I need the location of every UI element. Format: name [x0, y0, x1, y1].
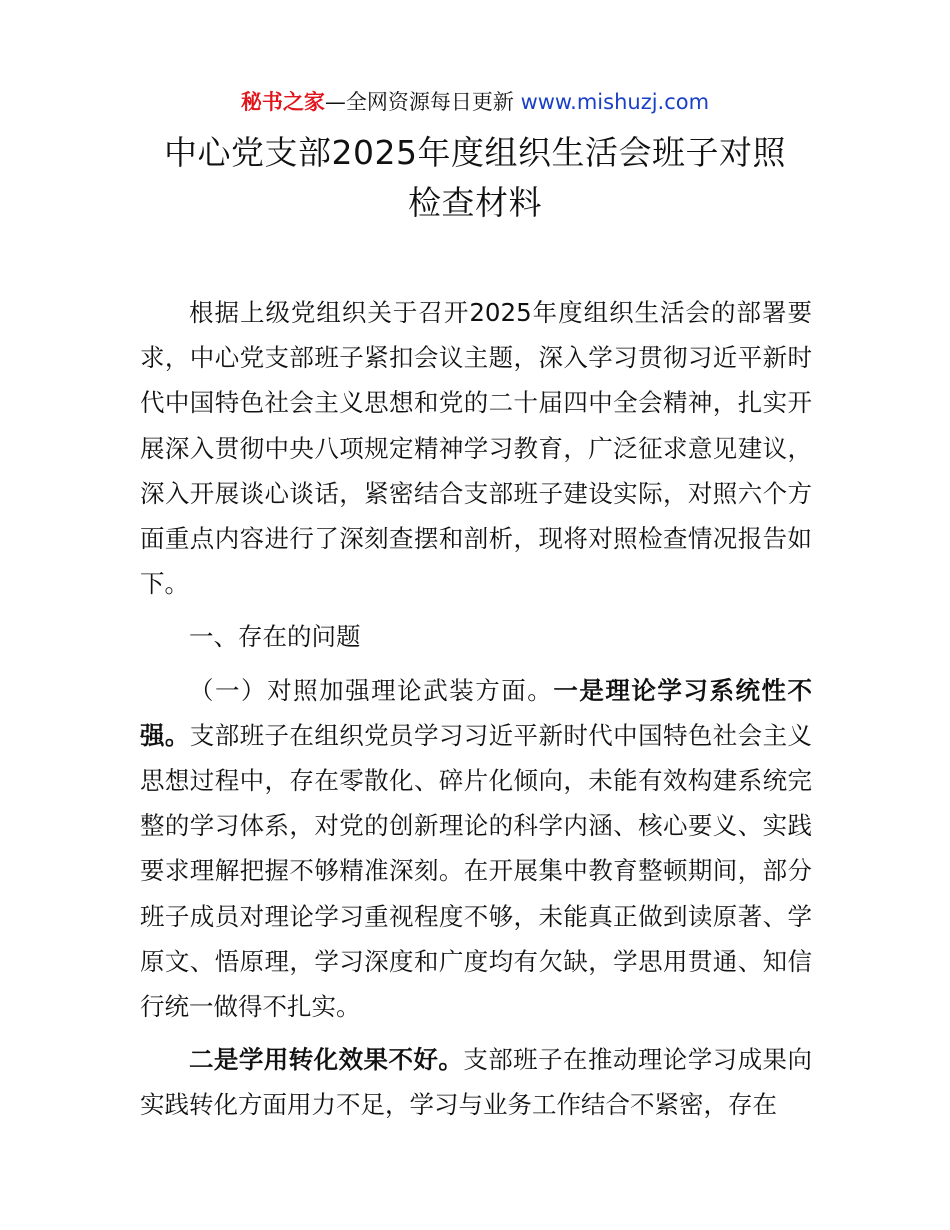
header-tagline: —全网资源每日更新 [324, 90, 521, 114]
section-heading: 一、存在的问题 [189, 622, 361, 652]
title-line-1: 中心党支部2025年度组织生活会班子对照 [164, 133, 786, 172]
site-header [0, 86, 950, 118]
title-line-2: 检查材料 [408, 183, 542, 222]
document-title [100, 128, 850, 228]
intro-paragraph: 根据上级党组织关于召开2025年度组织生活会的部署要求，中心党支部班子紧扣会议主题，深入学习贯彻习近平新时代中国特色社会主义思想和党的二十届四中全会精神，扎实开展深入贯彻中央八项规定精神学习教育，广泛征求意见建议，深入开展谈心谈话，紧密结合支部班子建设实际，对照六个方面重点内容进行了深刻查摆和剖析，现将对照检查情况报告如下。 [140, 298, 812, 599]
item-2-paragraph [140, 1037, 812, 1127]
site-url-link[interactable]: www.mishuzj.com [520, 90, 710, 114]
document-body [140, 290, 812, 1128]
item-1-paragraph [140, 668, 812, 1030]
item-2-bold-lead: 二是学用转化效果不好。 [189, 1045, 464, 1075]
item-1-prefix: （一）对照加强理论武装方面。 [189, 675, 554, 705]
item-2-text: 支部班子在推动理论学习成果向实践转化方面用力不足，学习与业务工作结合不紧密，存在 [140, 1045, 812, 1120]
item-1-text: 支部班子在组织党员学习习近平新时代中国特色社会主义思想过程中，存在零散化、碎片化倾向，未能有效构建系统完整的学习体系，对党的创新理论的科学内涵、核心要义、实践要求理解把握不够精准深刻。在开展集中教育整顿期间，部分班子成员对理论学习重视程度不够，未能真正做到读原著、学原文、悟原理，学习深度和广度均有欠缺，学思用贯通、知信行统一做得不扎实。 [140, 720, 813, 1022]
item-1-bold-lead: 一是理论学习系统性不强。 [140, 675, 813, 750]
brand-name: 秘书之家 [240, 90, 325, 114]
